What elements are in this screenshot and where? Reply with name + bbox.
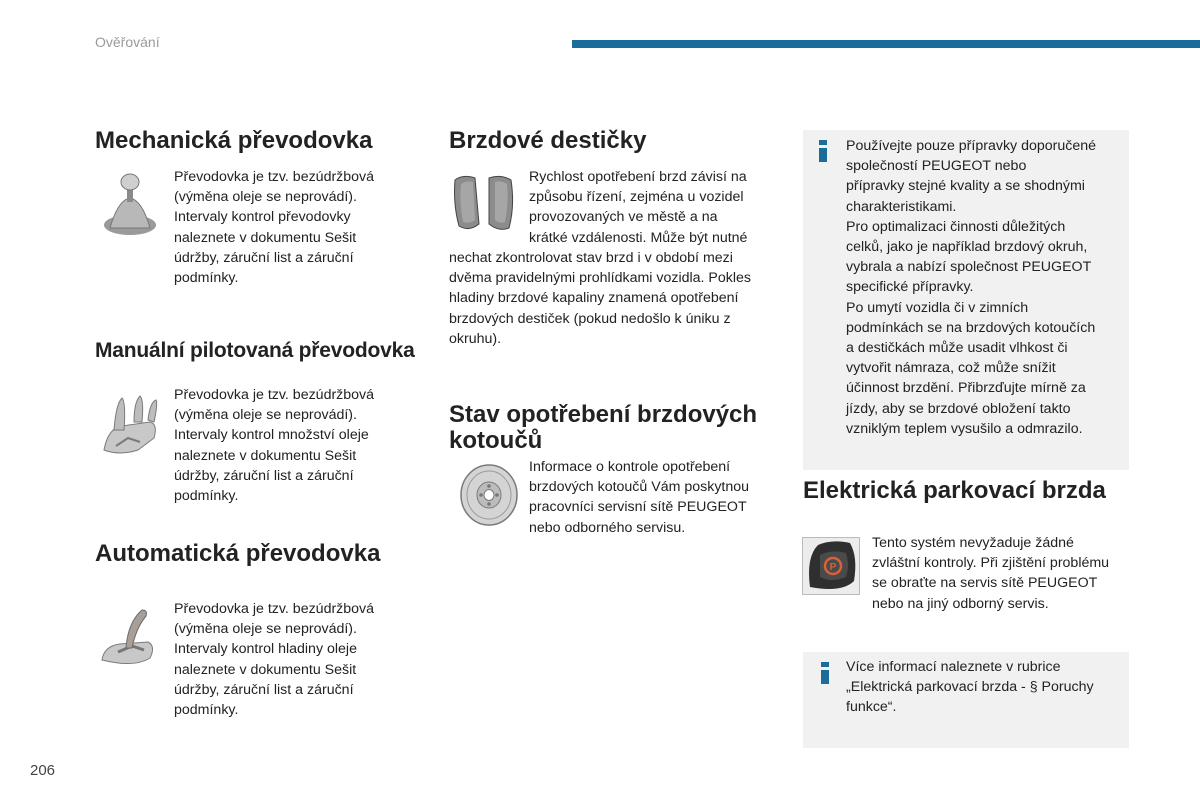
piloted-gear-selector-icon — [98, 390, 162, 463]
brake-pads-line-2: způsobu řízení, zejména u vozidel — [529, 189, 744, 206]
manual-gear-lever-icon — [100, 170, 160, 245]
mechanical-gearbox-text: Převodovka je tzv. bezúdržbová (výměna oleje se neprovádí). Intervaly kontrol převodovky naleznete v dokumentu Sešit údržby, záruční list a záruční podmínky. — [174, 169, 375, 287]
brake-pads-line-1: Rychlost opotřebení brzd závisí na — [529, 169, 747, 185]
products-info-box — [803, 130, 1129, 470]
parking-brake-title: Elektrická parkovací brzda — [803, 477, 1106, 504]
products-info-line: společností PEUGEOT nebo — [846, 158, 1027, 175]
products-info-line: Pro optimalizaci činnosti důležitých — [846, 218, 1066, 235]
products-info-line: a destičkách může usadit vlhkost či — [846, 340, 1068, 357]
automatic-gearbox-text: Převodovka je tzv. bezúdržbová (výměna oleje se neprovádí). Intervaly kontrol hladiny oleje naleznete v dokumentu Sešit údržby, záruční list a záruční podmínky. — [174, 601, 375, 719]
parking-brake-text: Tento systém nevyžaduje žádné zvláštní kontroly. Při zjištění problému se obraťte na servis sítě PEUGEOT nebo na jiný odborný servis. — [872, 535, 1110, 612]
products-info-line: přípravky stejné kvality a se shodnými — [846, 178, 1085, 195]
brake-pads-icon — [449, 170, 521, 241]
svg-text:P: P — [829, 562, 837, 573]
parking-info-line: funkce“. — [846, 699, 897, 716]
parking-info-line: Více informací naleznete v rubrice — [846, 659, 1061, 675]
section-label: Ověřování — [95, 34, 160, 50]
brake-pads-line-4: krátké vzdálenosti. Může být nutné — [529, 229, 748, 246]
brake-discs-title: Stav opotřebení brzdových kotoučů — [449, 401, 758, 454]
page-number: 206 — [30, 762, 56, 779]
products-info-line: celků, jako je například brzdový okruh, — [846, 239, 1088, 256]
brake-pads-text-full: nechat zkontrolovat stav brzd i v období mezi dvěma pravidelnými prohlídkami vozidla. Pokles hladiny brzdové kapaliny znamená opotřebení brzdových destiček (pokud nedošlo k úniku z okruhu). — [449, 250, 752, 347]
mechanical-gearbox-title: Mechanická převodovka — [95, 127, 373, 154]
products-info-line: účinnost brzdění. Přibrzďujte mírně za — [846, 380, 1086, 397]
automatic-gearbox-title: Automatická převodovka — [95, 540, 381, 567]
info-icon — [818, 140, 828, 164]
products-info-line: podmínkách se na brzdových kotoučích — [846, 319, 1096, 336]
header-accent-bar — [572, 40, 1200, 48]
products-info-line: vybrala a nabízí společnost PEUGEOT — [846, 259, 1092, 276]
products-info-line: specifické přípravky. — [846, 279, 974, 296]
products-info-line: charakteristikami. — [846, 198, 957, 215]
parking-brake-switch-icon — [802, 537, 860, 600]
brake-pads-title: Brzdové destičky — [449, 127, 647, 154]
products-info-line: Používejte pouze přípravky doporučené — [846, 138, 1097, 154]
parking-info-line: „Elektrická parkovací brzda - § Poruchy — [846, 679, 1094, 696]
info-icon — [820, 662, 830, 686]
products-info-text — [846, 136, 1126, 439]
piloted-gearbox-text: Převodovka je tzv. bezúdržbová (výměna oleje se neprovádí). Intervaly kontrol množství oleje naleznete v dokumentu Sešit údržby, záruční list a záruční podmínky. — [174, 387, 375, 505]
brake-disc-icon — [456, 462, 522, 533]
automatic-gear-selector-icon — [98, 602, 158, 675]
products-info-line: vzniklým teplem vysušilo a odmrazilo. — [846, 420, 1083, 437]
piloted-gearbox-title: Manuální pilotovaná převodovka — [95, 339, 415, 362]
products-info-line: jízdy, aby se brzdové obložení takto — [846, 400, 1071, 417]
parking-info-text — [846, 657, 1128, 718]
brake-discs-text: Informace o kontrole opotřebení brzdových kotoučů Vám poskytnou pracovníci servisní sítě PEUGEOT nebo odborného servisu. — [529, 459, 750, 536]
brake-pads-text-indented — [529, 167, 774, 248]
brake-pads-line-3: provozovaných ve městě a na — [529, 209, 718, 226]
products-info-line: vytvořit námraza, což může snížit — [846, 360, 1056, 377]
products-info-line: Po umytí vozidla či v zimních — [846, 299, 1029, 316]
parking-info-box — [803, 652, 1129, 748]
